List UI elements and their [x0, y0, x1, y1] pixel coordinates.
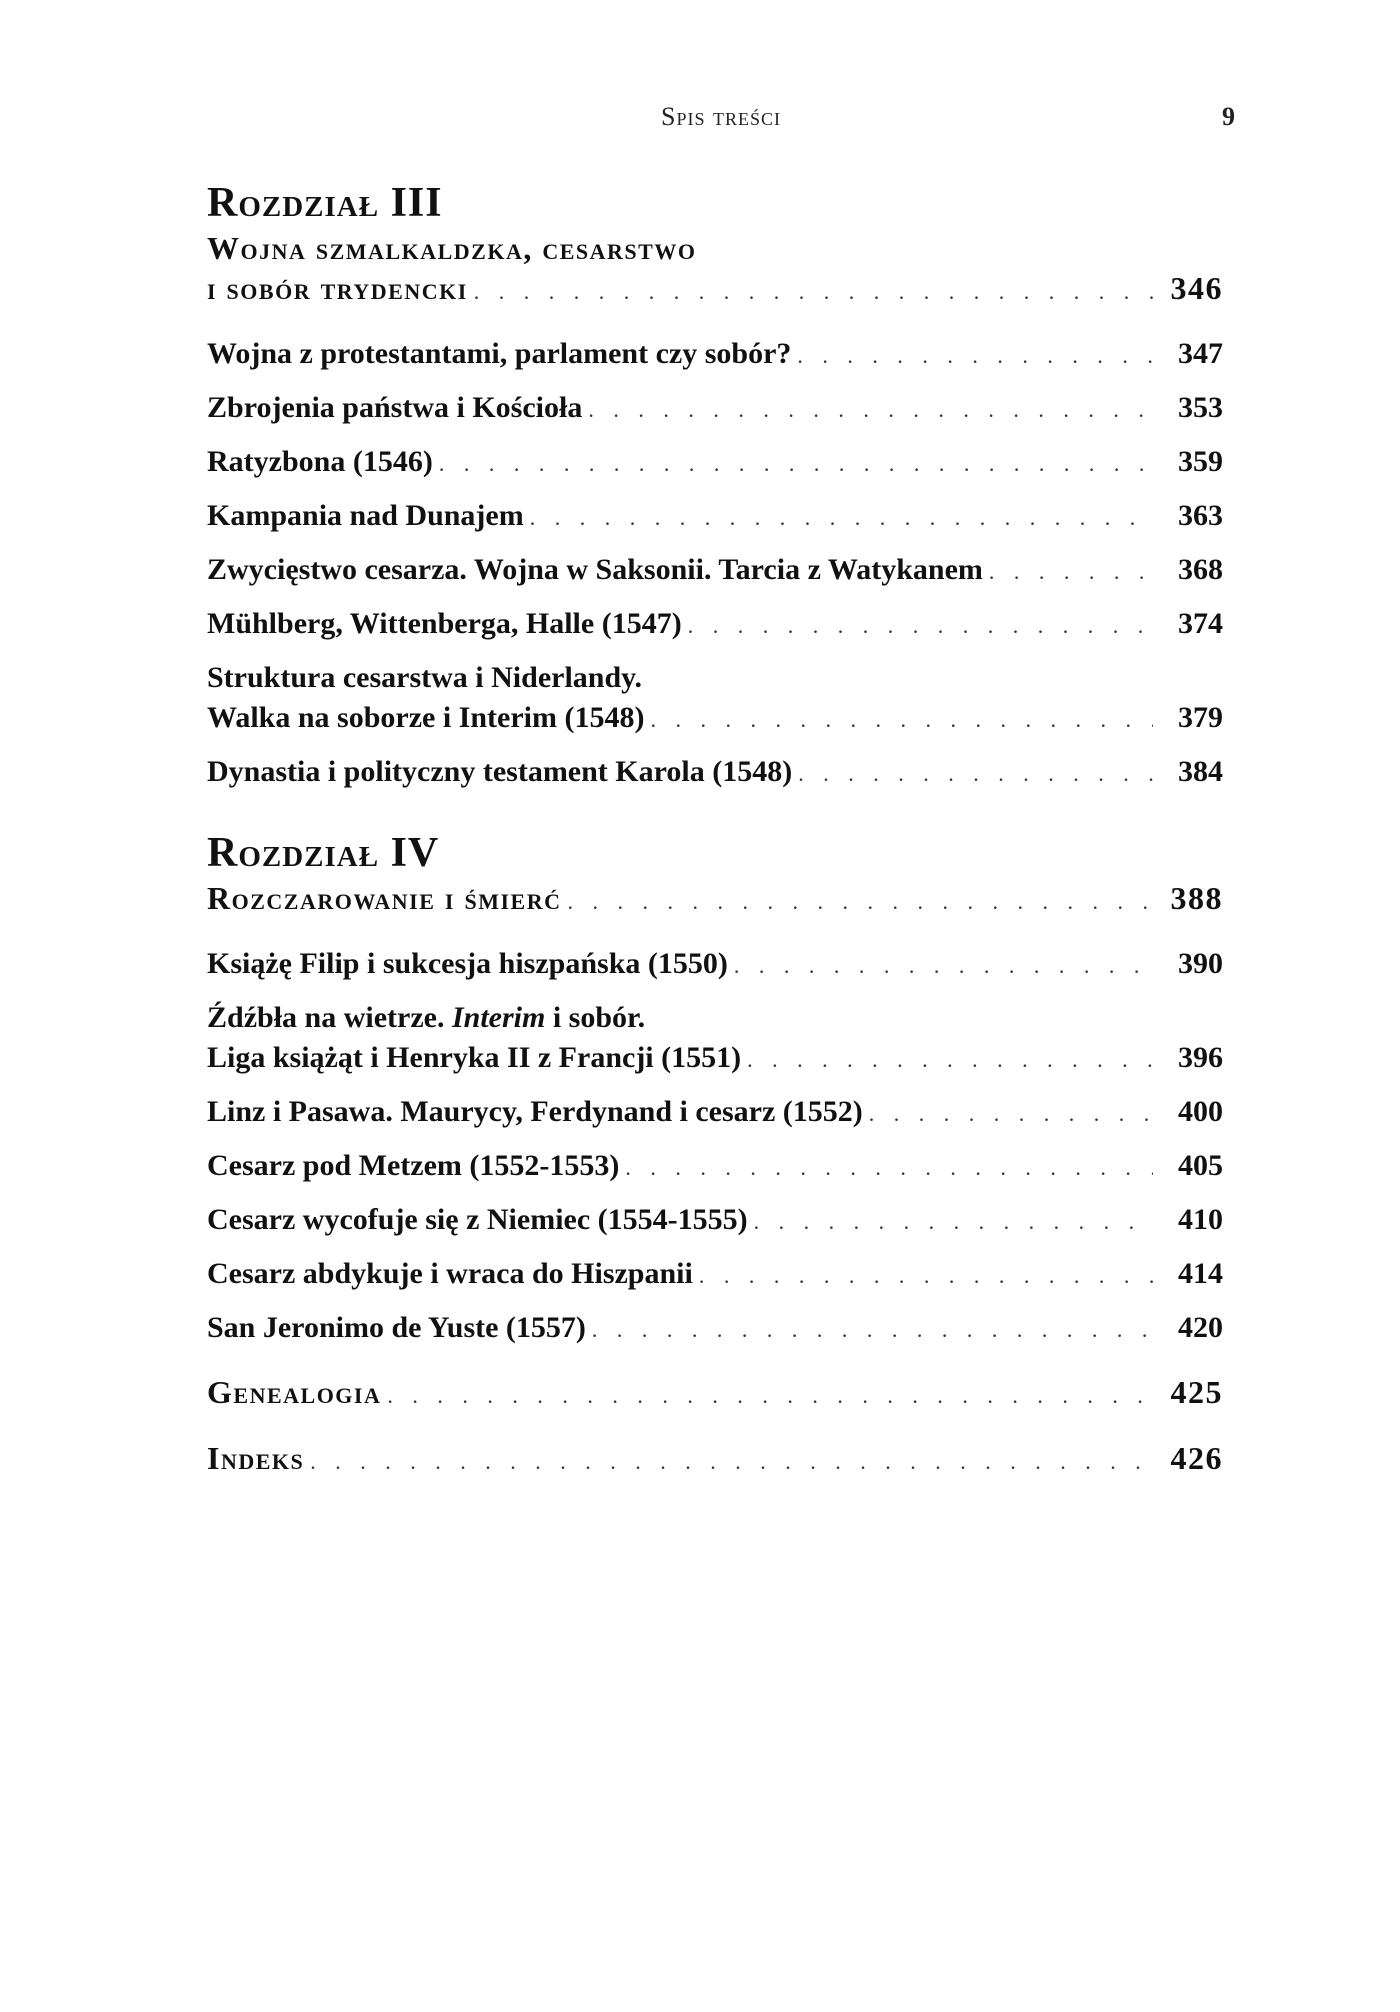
toc-entry-title: Kampania nad Dunajem [207, 499, 524, 532]
dot-leader [747, 1040, 1153, 1080]
chapter-3-label: Rozdział III [207, 180, 443, 226]
toc-entry-page: 414 [1178, 1257, 1223, 1290]
toc-entry-page: 400 [1178, 1095, 1223, 1128]
dot-leader [439, 444, 1153, 484]
toc-entry-title: Książę Filip i sukcesja hiszpańska (1550) [207, 947, 728, 980]
dot-leader [530, 498, 1153, 538]
dot-leader [734, 946, 1153, 986]
toc-entry [207, 944, 1223, 986]
dot-leader [699, 1256, 1153, 1296]
toc-entry [207, 1146, 1223, 1188]
toc-entry [207, 442, 1223, 484]
toc-entry-page: 353 [1178, 391, 1223, 424]
toc-entry [207, 550, 1223, 592]
toc-entry-title: Wojna z protestantami, parlament czy sobór? [207, 337, 792, 370]
dot-leader [989, 552, 1153, 592]
toc-entry-title: Walka na soborze i Interim (1548) [207, 701, 645, 734]
dot-leader [625, 1148, 1153, 1188]
toc-entry [207, 334, 1223, 376]
toc-entry [207, 604, 1223, 646]
dot-leader [588, 390, 1153, 430]
toc-entry [207, 698, 1223, 740]
toc-entry [207, 752, 1223, 794]
toc-entry-title: Dynastia i polityczny testament Karola (1548) [207, 755, 793, 788]
toc-entry-page: 405 [1178, 1149, 1223, 1182]
toc-entry [207, 1092, 1223, 1134]
chapter-4-title-entry [207, 878, 1223, 922]
dot-leader [310, 1442, 1153, 1482]
toc-entry-title: Mühlberg, Wittenberga, Halle (1547) [207, 607, 682, 640]
toc-entry-title: Zwycięstwo cesarza. Wojna w Saksonii. Tarcia z Watykanem [207, 553, 983, 586]
index-entry [207, 1438, 1223, 1482]
toc-entry-title: San Jeronimo de Yuste (1557) [207, 1311, 586, 1344]
toc-entry-page: 379 [1178, 701, 1223, 734]
toc-entry-page: 396 [1178, 1041, 1223, 1074]
dot-leader [754, 1202, 1153, 1242]
toc-entry-title-italic: Interim [451, 1001, 546, 1034]
toc-entry-title: Cesarz pod Metzem (1552-1553) [207, 1149, 620, 1182]
chapter-3-title-entry [207, 268, 1223, 312]
chapter-4-title: Rozczarowanie i śmierć [207, 880, 562, 916]
toc-entry-title-fragment: Źdźbła na wietrze. [207, 1001, 452, 1034]
toc-entry-page: 384 [1178, 755, 1223, 788]
toc-entry [207, 496, 1223, 538]
toc-entry-title: Ratyzbona (1546) [207, 445, 433, 478]
toc-entry-page: 368 [1178, 553, 1223, 586]
toc-entry [207, 1308, 1223, 1350]
toc-entry [207, 388, 1223, 430]
toc-entry-title: Cesarz abdykuje i wraca do Hiszpanii [207, 1257, 693, 1290]
dot-leader [688, 606, 1153, 646]
running-header [207, 102, 1235, 138]
dot-leader [798, 754, 1153, 794]
index-page: 426 [1170, 1440, 1223, 1476]
dot-leader [650, 700, 1153, 740]
toc-entry [207, 1254, 1223, 1296]
toc-entry-page: 374 [1178, 607, 1223, 640]
chapter-4-label: Rozdział IV [207, 830, 440, 876]
dot-leader [869, 1094, 1153, 1134]
toc-entry-page: 390 [1178, 947, 1223, 980]
toc-entry-title-line-1: Struktura cesarstwa i Niderlandy. [207, 661, 642, 694]
dot-leader [592, 1310, 1153, 1350]
dot-leader [387, 1376, 1153, 1416]
toc-entry-title: Cesarz wycofuje się z Niemiec (1554-1555) [207, 1203, 748, 1236]
running-title: Spis treści [661, 102, 781, 131]
table-of-contents [207, 178, 1223, 1482]
toc-entry-title-fragment: i sobór. [545, 1001, 646, 1034]
chapter-3-title-line-1: Wojna szmalkaldzka, cesarstwo [207, 230, 697, 266]
toc-entry-title-line-1 [207, 998, 1223, 1038]
page-number: 9 [1222, 102, 1235, 131]
toc-entry-title: Liga książąt i Henryka II z Francji (1551) [207, 1041, 742, 1074]
dot-leader [797, 336, 1153, 376]
genealogy-entry [207, 1372, 1223, 1416]
chapter-3-page: 346 [1170, 270, 1223, 306]
toc-entry-title: Linz i Pasawa. Maurycy, Ferdynand i cesarz (1552) [207, 1095, 863, 1128]
chapter-3-title-line-2: i sobór trydencki [207, 270, 468, 306]
genealogy-page: 425 [1170, 1374, 1223, 1410]
toc-entry [207, 1038, 1223, 1080]
genealogy-title: Genealogia [207, 1374, 382, 1410]
toc-entry-page: 420 [1178, 1311, 1223, 1344]
toc-entry-title: Zbrojenia państwa i Kościoła [207, 391, 583, 424]
index-title: Indeks [207, 1440, 305, 1476]
toc-entry-page: 347 [1178, 337, 1223, 370]
toc-entry-page: 410 [1178, 1203, 1223, 1236]
toc-entry-page: 359 [1178, 445, 1223, 478]
dot-leader [474, 272, 1153, 312]
dot-leader [568, 882, 1154, 922]
chapter-4-page: 388 [1170, 880, 1223, 916]
toc-entry [207, 1200, 1223, 1242]
toc-entry-page: 363 [1178, 499, 1223, 532]
